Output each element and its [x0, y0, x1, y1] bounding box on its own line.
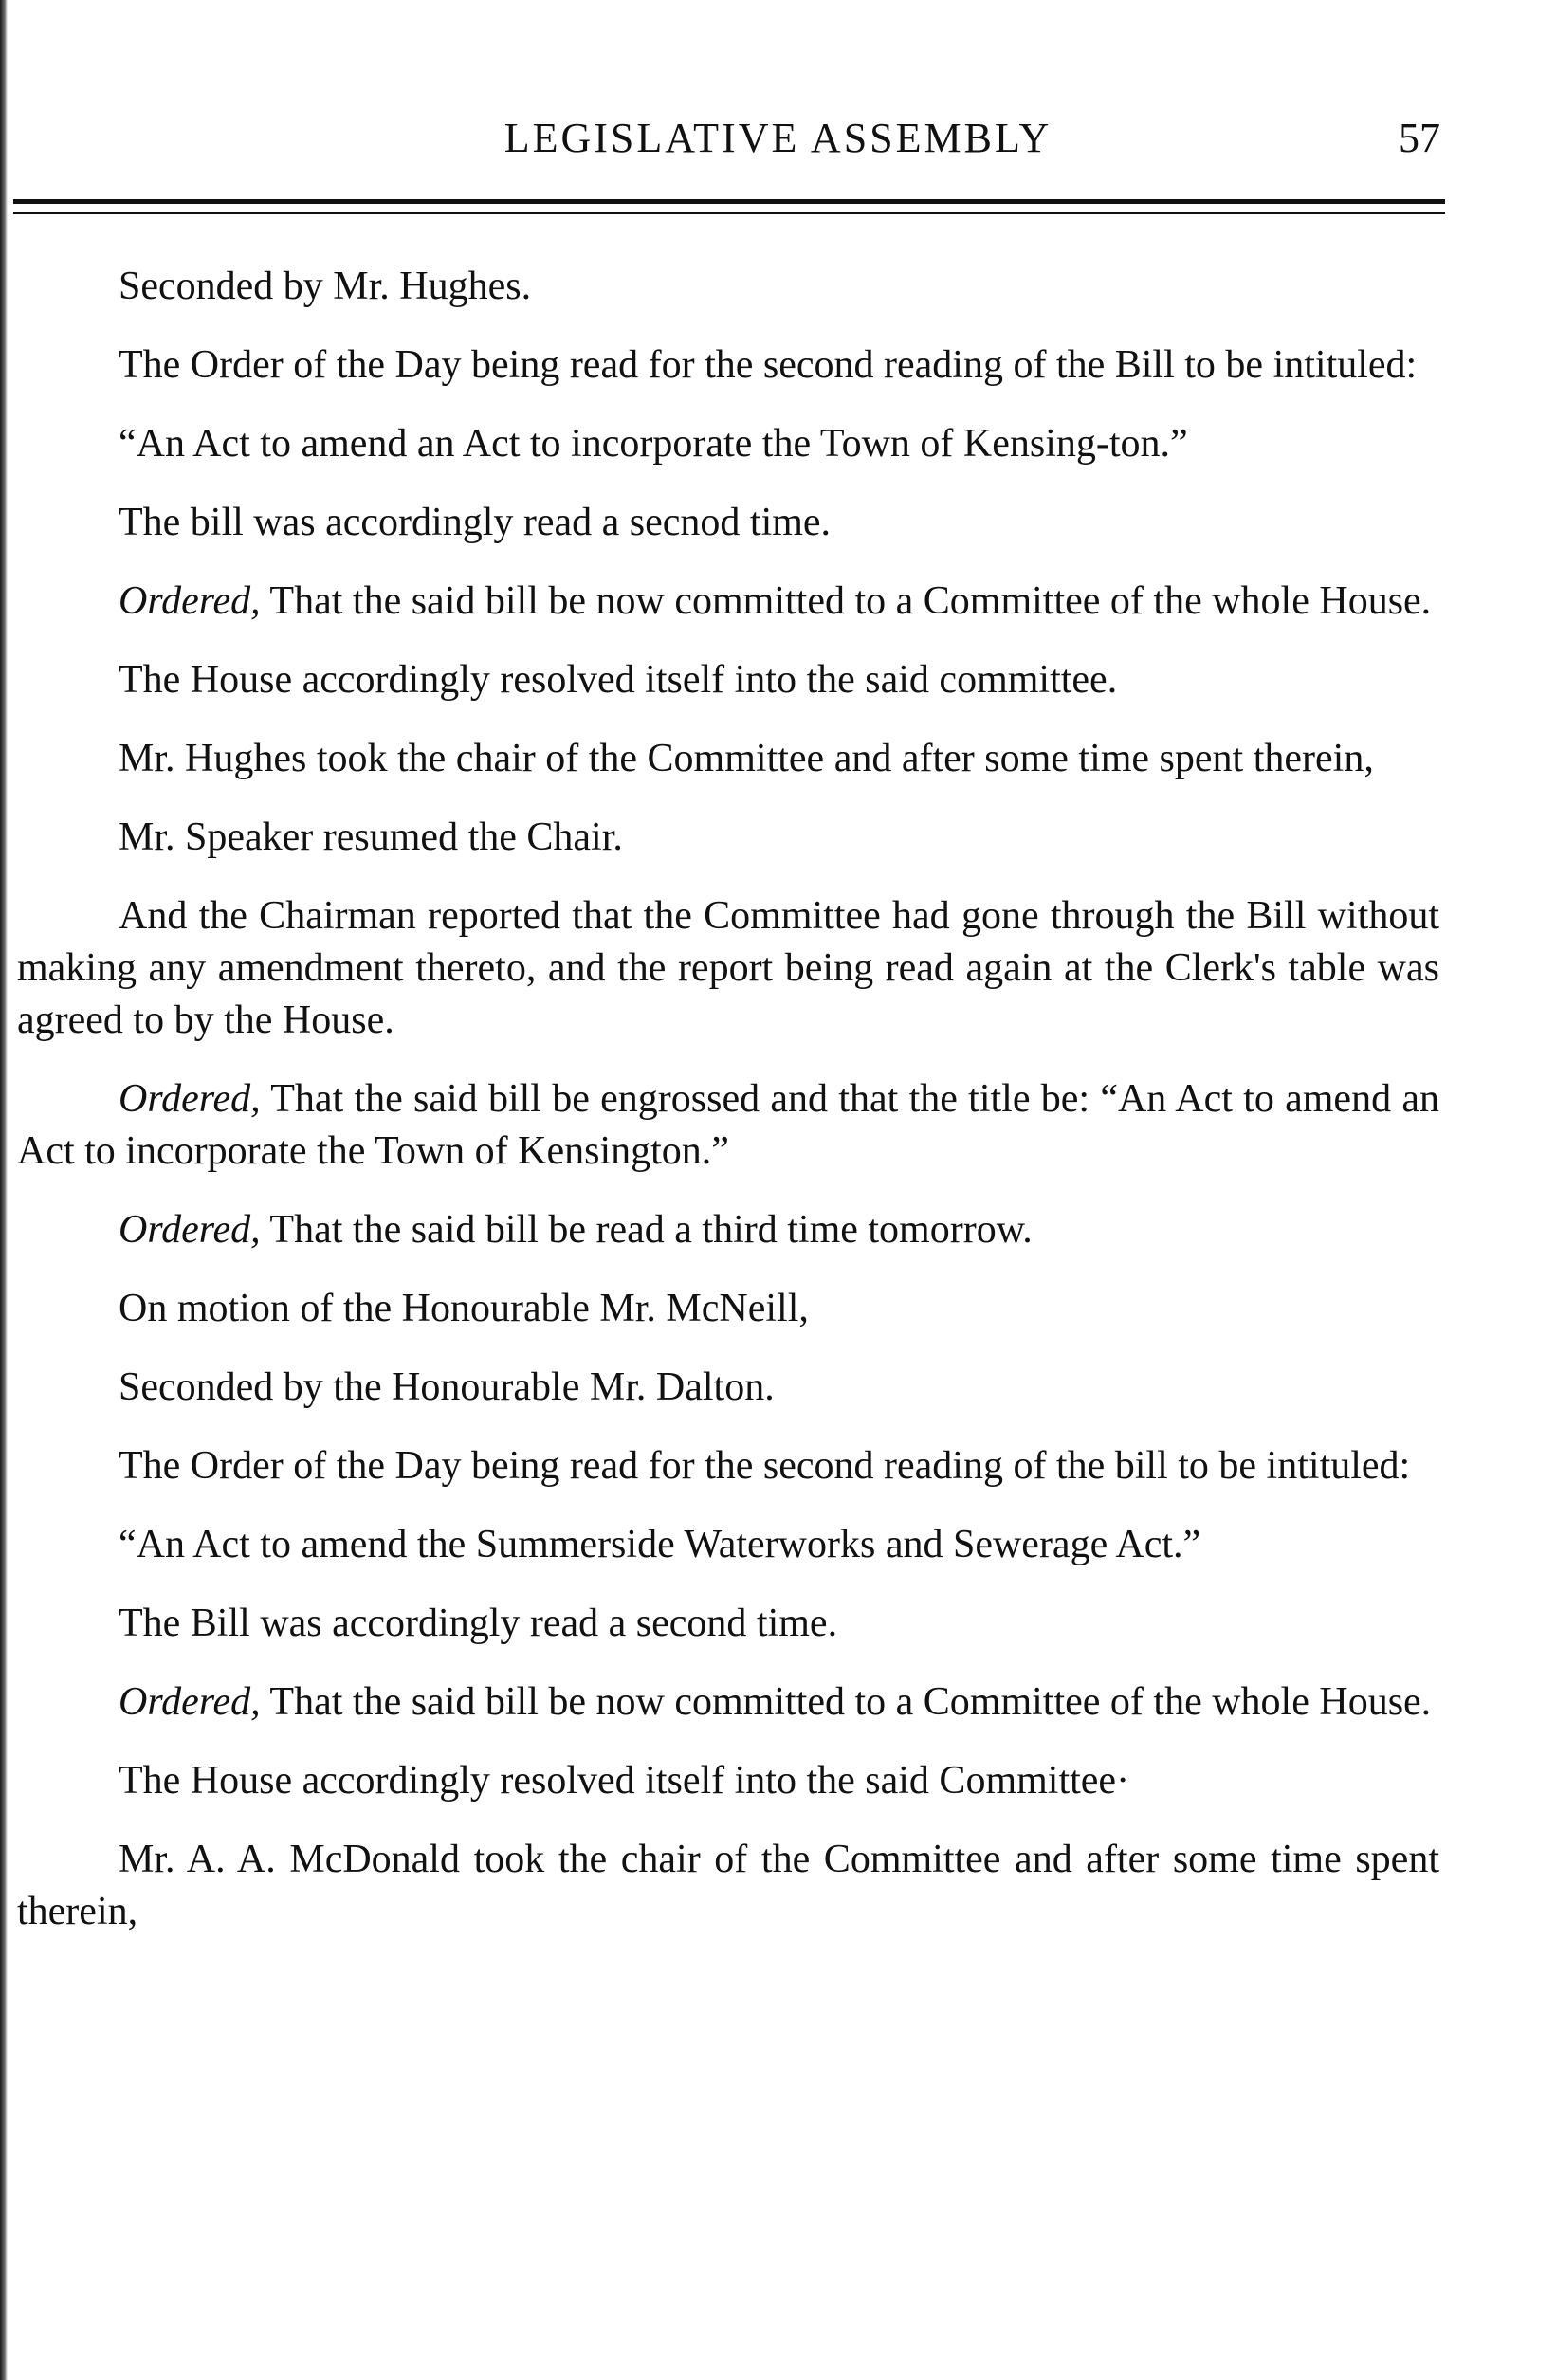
running-title: LEGISLATIVE ASSEMBLY: [503, 115, 1053, 161]
paragraph: [17, 1440, 1439, 1492]
paragraph-text: On motion of the Honourable Mr. McNeill,: [119, 1287, 809, 1330]
page-number: 57: [1399, 115, 1440, 161]
paragraph-text: That the said bill be read a third time tomorrow.: [260, 1208, 1033, 1252]
paragraph: [17, 812, 1439, 864]
paragraph-text: “An Act to amend the Summerside Waterworks and Sewerage Act.”: [119, 1523, 1201, 1566]
paragraph-text: The House accordingly resolved itself into the said Committee·: [119, 1759, 1130, 1803]
header-rule-thick: [13, 199, 1445, 204]
paragraph: [17, 497, 1439, 549]
paragraph-text: The bill was accordingly read a secnod time.: [119, 501, 832, 544]
ordered-lead: Ordered,: [119, 1208, 261, 1252]
paragraph: [17, 576, 1439, 628]
paragraph-text: The House accordingly resolved itself into the said committee.: [119, 658, 1118, 702]
paragraph-text: Seconded by the Honourable Mr. Dalton.: [119, 1365, 775, 1409]
paragraph: [17, 1519, 1439, 1571]
paragraph-text: That the said bill be engrossed and that the title be: “An Act to amend an Act to incorporate the Town of Kensington.”: [17, 1077, 1439, 1173]
paragraph: [17, 261, 1439, 313]
journal-body: [17, 261, 1439, 1965]
paragraph: [17, 890, 1439, 1047]
paragraph-text: Seconded by Mr. Hughes.: [119, 265, 532, 308]
paragraph: [17, 1755, 1439, 1807]
paragraph-text: And the Chairman reported that the Committee had gone through the Bill without making any amendment thereto, and the report being read again at the Clerk's table was agreed to by the House.: [17, 894, 1439, 1042]
page-binding-edge: [0, 0, 8, 2380]
paragraph: [17, 1676, 1439, 1729]
paragraph: [17, 654, 1439, 706]
paragraph: [17, 1073, 1439, 1178]
paragraph: [17, 418, 1439, 470]
header-rule-thin: [13, 212, 1445, 214]
ordered-lead: Ordered,: [119, 1680, 261, 1724]
ordered-lead: Ordered,: [119, 1077, 261, 1121]
paragraph-text: That the said bill be now committed to a Committee of the whole House.: [260, 1680, 1432, 1724]
paragraph-text: The Order of the Day being read for the second reading of the Bill to be intituled:: [119, 343, 1418, 387]
paragraph: [17, 1598, 1439, 1650]
paragraph-text: That the said bill be now committed to a Committee of the whole House.: [260, 579, 1432, 623]
paragraph: [17, 339, 1439, 392]
paragraph: [17, 1834, 1439, 1938]
page-header: [0, 114, 1556, 171]
ordered-lead: Ordered,: [119, 579, 261, 623]
paragraph: [17, 1362, 1439, 1414]
paragraph-text: The Order of the Day being read for the second reading of the bill to be intituled:: [119, 1444, 1411, 1488]
paragraph-text: “An Act to amend an Act to incorporate the Town of Kensing-ton.”: [119, 422, 1188, 466]
paragraph: [17, 1283, 1439, 1335]
paragraph: [17, 1204, 1439, 1256]
paragraph-text: Mr. A. A. McDonald took the chair of the Committee and after some time spent therein,: [17, 1838, 1439, 1933]
paragraph-text: Mr. Hughes took the chair of the Committee and after some time spent therein,: [119, 737, 1374, 780]
paragraph-text: The Bill was accordingly read a second time.: [119, 1602, 838, 1645]
paragraph: [17, 733, 1439, 785]
paragraph-text: Mr. Speaker resumed the Chair.: [119, 815, 623, 859]
